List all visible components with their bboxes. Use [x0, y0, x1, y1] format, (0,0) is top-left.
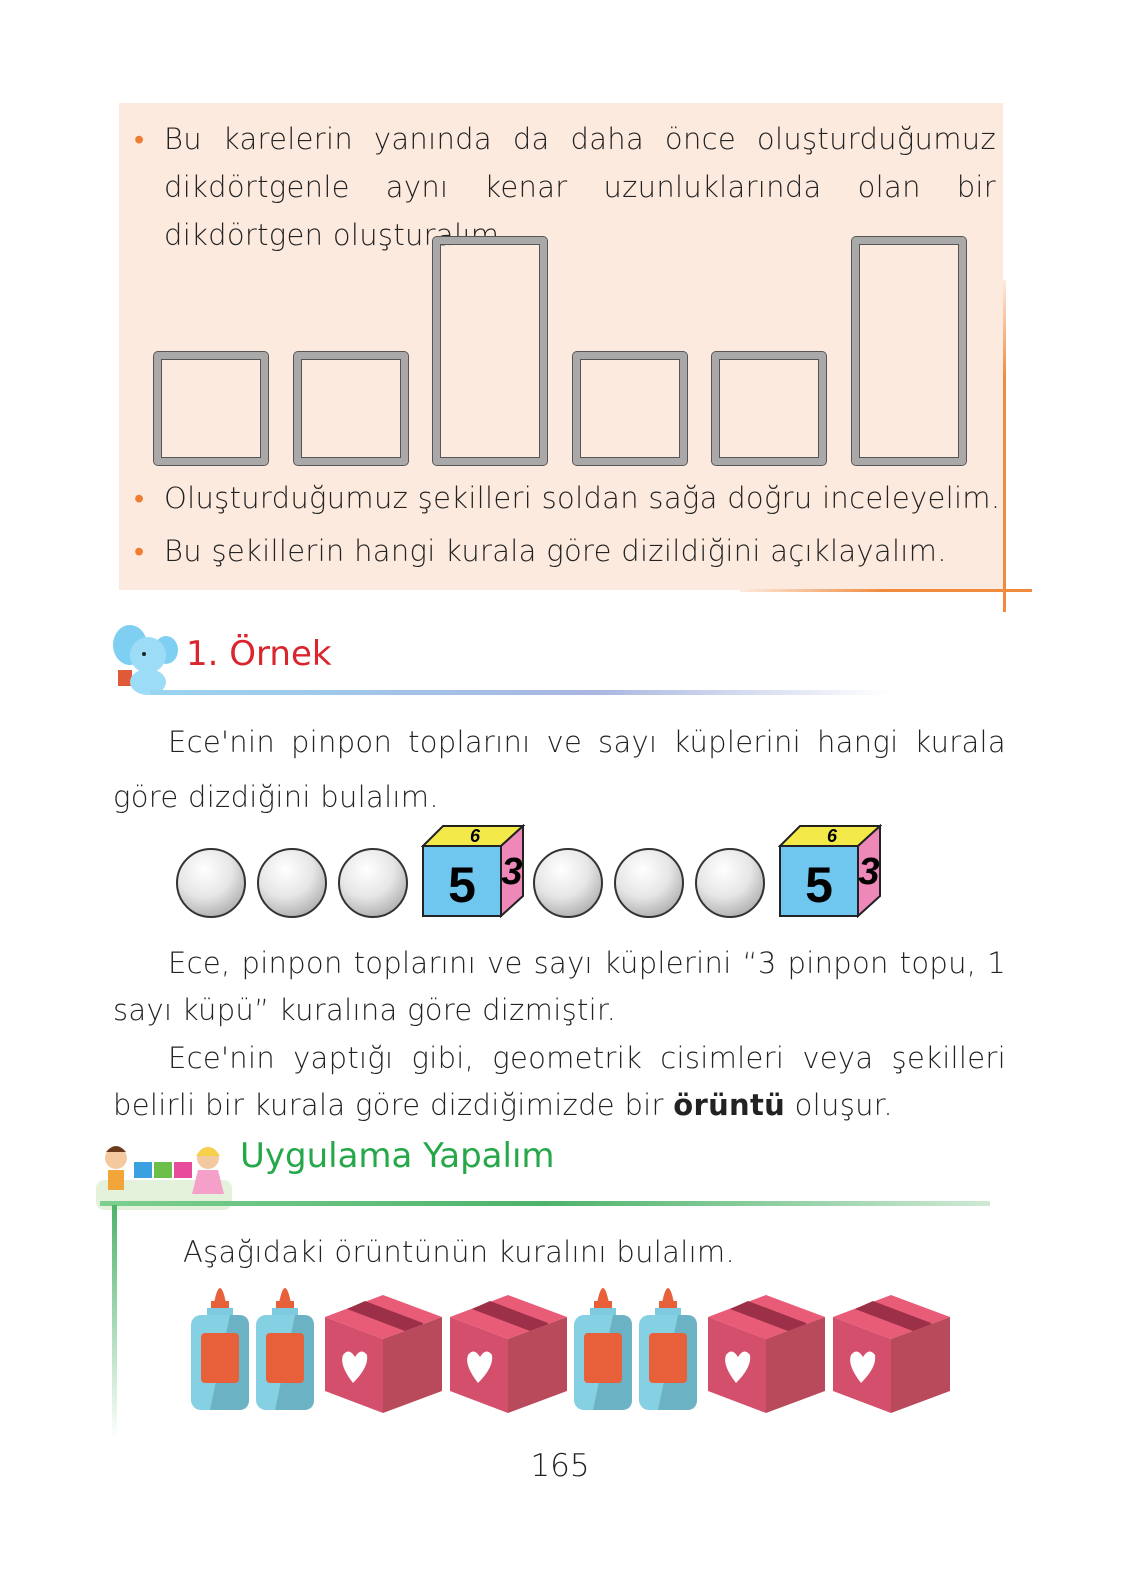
glue-bottle-icon — [255, 1277, 315, 1411]
ping-pong-ball — [257, 848, 327, 918]
matchstick-rectangle — [852, 237, 966, 465]
ping-pong-ball — [338, 848, 408, 918]
definition-text: Ece'nin yaptığı gibi, geometrik cisimleri veya şekilleri belirli bir kurala göre dizdiğimizde bir — [113, 1041, 1006, 1122]
glue-bottle-icon — [638, 1277, 698, 1411]
cube-top-number: 6 — [826, 826, 838, 846]
cube-side-number: 3 — [501, 851, 523, 893]
heart-box-icon — [833, 1293, 951, 1413]
bullet-text: Oluşturduğumuz şekilleri soldan sağa doğru inceleyelim. — [164, 481, 1001, 515]
number-cube — [778, 824, 882, 918]
matchstick-square — [712, 352, 826, 465]
practice-title: Uygulama Yapalım — [240, 1136, 555, 1176]
matchstick-square — [573, 352, 687, 465]
practice-instruction: Aşağıdaki örüntünün kuralını bulalım. — [183, 1235, 736, 1269]
ping-pong-ball — [176, 848, 246, 918]
bullet-text: Bu karelerin yanında da daha önce oluşturduğumuz dikdörtgenle aynı kenar uzunluklarında olan bir dikdörtgen oluşturalım. — [164, 122, 996, 252]
glue-bottle-icon — [190, 1277, 250, 1411]
ping-pong-ball — [695, 848, 765, 918]
definition-text: oluşur. — [794, 1088, 893, 1122]
example-title: 1. Örnek — [186, 634, 332, 674]
bullet-2 — [134, 474, 1004, 522]
kids-puzzle-icon — [96, 1140, 232, 1210]
bullet-dot: • — [134, 122, 145, 156]
number-cube — [421, 824, 525, 918]
page-number: 165 — [530, 1448, 590, 1484]
example-question: Ece'nin pinpon toplarını ve sayı küplerini hangi kurala göre dizdiğini bulalım. — [113, 725, 1006, 814]
bullet-dot: • — [134, 534, 145, 568]
heart-box-icon — [450, 1293, 568, 1413]
elephant-mascot-icon — [110, 620, 180, 696]
cube-front-number: 5 — [448, 857, 476, 913]
pattern-definition — [113, 1035, 1006, 1129]
glue-bottle-icon — [573, 1277, 633, 1411]
bullet-3 — [134, 527, 1004, 575]
cube-side-number: 3 — [858, 851, 880, 893]
definition-keyword: örüntü — [673, 1088, 786, 1122]
practice-underline — [100, 1201, 990, 1206]
matchstick-square — [294, 352, 408, 465]
heart-box-icon — [325, 1293, 443, 1413]
cube-front-number: 5 — [805, 857, 833, 913]
matchstick-square — [154, 352, 268, 465]
box-border-line — [740, 589, 1032, 592]
header-underline — [150, 690, 890, 695]
bullet-dot: • — [134, 481, 145, 515]
heart-box-icon — [708, 1293, 826, 1413]
ping-pong-ball — [533, 848, 603, 918]
example-answer: Ece, pinpon toplarını ve sayı küplerini “3 pinpon topu, 1 sayı küpü” kuralına göre dizmiştir. — [113, 946, 1006, 1027]
ping-pong-ball — [614, 848, 684, 918]
practice-side-line — [112, 1205, 117, 1440]
cube-top-number: 6 — [469, 826, 481, 846]
bullet-text: Bu şekillerin hangi kurala göre dizildiğini açıklayalım. — [164, 534, 947, 568]
matchstick-rectangle — [433, 237, 547, 465]
